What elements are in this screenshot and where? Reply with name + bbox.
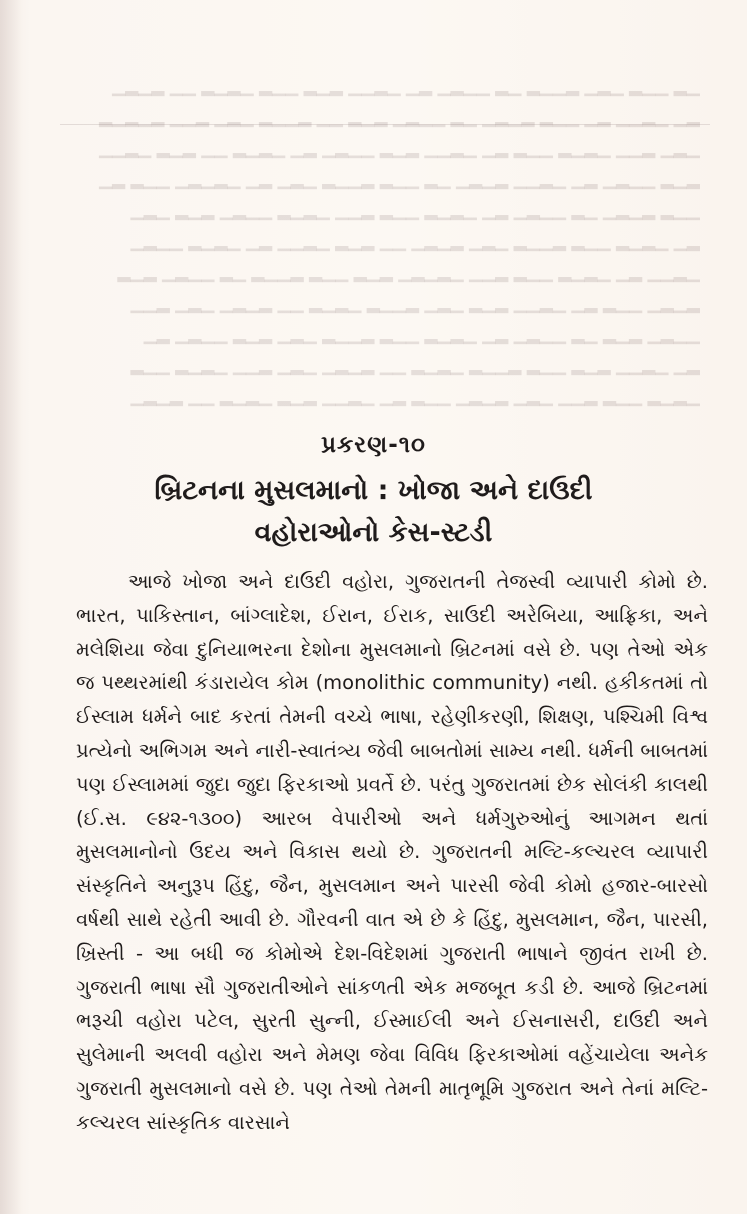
chapter-number: પ્રકરણ-૧૦	[321, 432, 426, 458]
body-text	[76, 565, 708, 1140]
chapter-title-line-2: વહોરાઓનો કેસ-સ્ટડી	[254, 517, 493, 548]
body-paragraph: આજે ખોજા અને દાઉદી વહોરા, ગુજરાતની તેજસ્વી વ્યાપારી કોમો છે. ભારત, પાકિસ્તાન, બાંગ્લાદેશ, ઈરાન, ઈરાક, સાઉદી અરેબિયા, આફ્રિકા, અને મલેશિયા જેવા દુનિયાભરના દેશોના મુસલમાનો બ્રિટનમાં વસે છે. પણ તેઓ એક જ પથ્થરમાંથી કંડારાયેલ કોમ (monolithic community) નથી. હકીકતમાં તો ઈસ્લામ ધર્મને બાદ કરતાં તેમની વચ્ચે ભાષા, રહેણીકરણી, શિક્ષણ, પશ્ચિમી વિશ્વ પ્રત્યેનો અભિગમ અને નારી-સ્વાતંત્ર્ય જેવી બાબતોમાં સામ્ય નથી. ધર્મની બાબતમાં પણ ઈસ્લામમાં જુદા જુદા ફિરકાઓ પ્રવર્તે છે. પરંતુ ગુજરાતમાં છેક સોલંકી કાલથી (ઈ.સ. ૯૪૨-૧૩૦૦) આરબ વેપારીઓ અને ધર્મગુરુઓનું આગમન થતાં મુસલમાનોનો ઉદય અને વિકાસ થયો છે. ગુજરાતની મલ્ટિ-કલ્ચરલ વ્યાપારી સંસ્કૃતિને અનુરૂપ હિંદુ, જૈન, મુસલમાન અને પારસી જેવી કોમો હજાર-બારસો વર્ષથી સાથે રહેતી આવી છે. ગૌરવની વાત એ છે કે હિંદુ, મુસલમાન, જૈન, પારસી, ખ્રિસ્તી - આ બધી જ કોમોએ દેશ-વિદેશમાં ગુજરાતી ભાષાને જીવંત રાખી છે. ગુજરાતી ભાષા સૌ ગુજરાતીઓને સાંકળતી એક મજબૂત કડી છે. આજે બ્રિટનમાં ભરૂચી વહોરા પટેલ, સુરતી સુન્ની, ઈસ્માઈલી અને ઈસનાસરી, દાઉદી અને સુલેમાની અલવી વહોરા અને મેમણ જેવા વિવિધ ફિરકાઓમાં વહેંચાયેલા અનેક ગુજરાતી મુસલમાનો વસે છે. પણ તેઓ તેમની માતૃભૂમિ ગુજરાત અને તેનાં મલ્ટિ-કલ્ચરલ સાંસ્કૃતિક વારસાને	[76, 570, 708, 1134]
chapter-title	[0, 470, 747, 554]
chapter-title-line-1: બ્રિટનના મુસલમાનો : ખોજા અને દાઉદી	[154, 475, 593, 506]
page-gutter-shadow	[0, 0, 22, 1214]
bleed-through-texture: ▁▂ ▁▁▂ ▁▂▁ ▂▁▁▂ ▁▂ ▁▁▂▁ ▂▁ ▁▂▁▁ ▂▁▂ ▁▁▂ ▁▂▁▂ ▁▁ ▂▁▂▁ ▂▁ ▁▂▁▁ ▂▁ ▁▁▂ ▂▁▂▁ ▁▂ ▁▁▂▁ ▂▁▂ ▁▁ ▂▁▁▂ ▁▂▁ ▂▁▁ ▂▁▂▁▂ ▁▂▁ ▂▁▁ ▁▂▁▂ ▁▁▂ ▂▁ ▁▂▁▁ ▂▁▂ ▁▁▂▁ ▂▁ ▁▂▁▂ ▁▁ ▂▁▂ ▁▂▁▁ ▂▁▂ ▁▁▂▁ ▂▁ ▁▂▁▁ ▂▁▂▁ ▁▂ ▁▁▂ ▂▁▁▂ ▁▂▁ ▂▁ ▁▂▁▂▁ ▁▁▂ ▂▁ ▁▁▂ ▂▁▂▁ ▁▂ ▁▁▂▁ ▂▁ ▁▂▁▂ ▁▁▂ ▂▁▁ ▁▂▁▂ ▁▁▂▁ ▂▁▂ ▁▂▁ ▂▁ ▁▂▁▂ ▁▁▂ ▂▁▁▂ ▁▂▁ ▂▁▂▁ ▁▁ ▂▁▂ ▁▂▁▁ ▂▁ ▁▂▁▂ ▁▁▂▁ ▁▂▁▁ ▂▁ ▁▂▁▂ ▁▁▂ ▂▁▁ ▁▂▁▂▁ ▂▁▂ ▁▁▂ ▂▁▁▂ ▁▂ ▁▁▂▁ ▂▁▂ ▂▁▂▁ ▁▁▂ ▂▁ ▁▂▁▁ ▂▁▂ ▁▂▁ ▂▁▁▂ ▁▂▁▂ ▁▁ ▂▁▂▁ ▁▂▁ ▂▁▁ ▁▁▂▁ ▂▁▂ ▁▂ ▁▁▂▁ ▂▁ ▁▂▁▂ ▁▁▂ ▂▁▁▂ ▁▂▁ ▂▁▂ ▁▁▂▁ ▂▁ ▂▁ ▁▂▁▁ ▂▁▂ ▁▁▂ ▂▁▁▂ ▁▂▁▂ ▁▁ ▂▁▂▁ ▁▂▁ ▂▁▁ ▁▂▁▂ ▁▁▂ ▁▂▁▂ ▁▁▂ ▂▁▁ ▁▂▁ ▂▁▂▁ ▁▁▂ ▂▁ ▁▂▁▁ ▂▁▂ ▁▂▁▂ ▁▁ ▂▁▂▁	[99, 77, 700, 407]
